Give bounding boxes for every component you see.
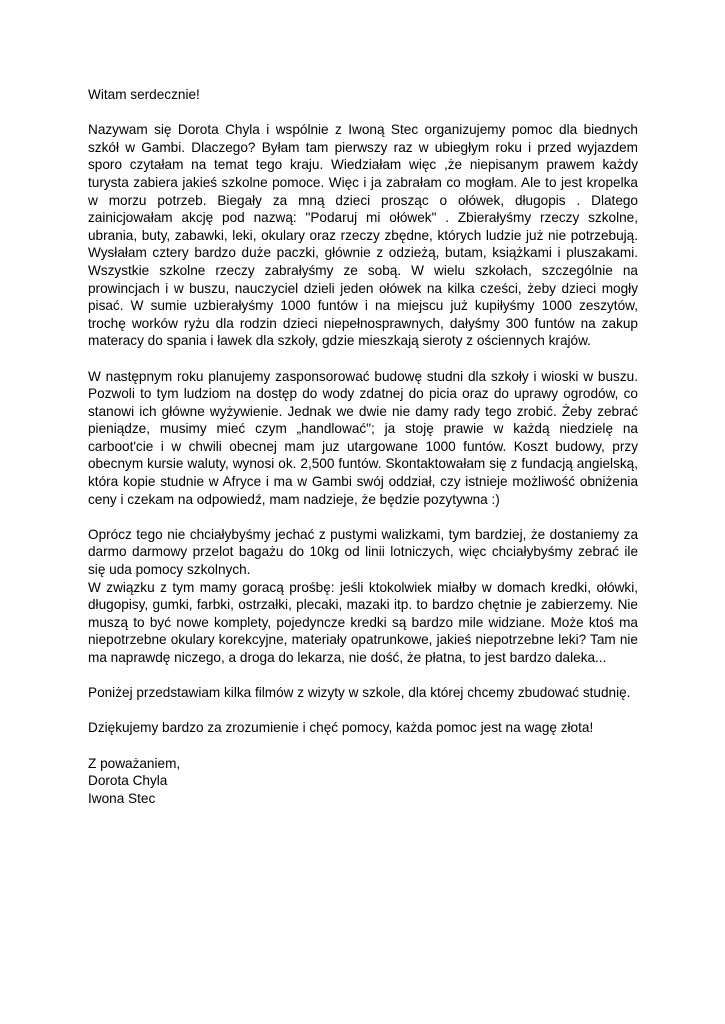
paragraph-request: W związku z tym mamy goracą prośbę: jeśli ktokolwiek miałby w domach kredki, ołówki, długopisy, gumki, farbki, ostrzałki, plecaki, mazaki itp. to bardzo chętnie je zabierzemy. Nie muszą to być nowe komplety, pojedyncze kredki są bardzo mile widziane. Może ktoś ma niepotrzebne okulary korekcyjne, materiały opatrunkowe, jakieś niepotrzebne leki? Tam nie ma naprawdę niczego, a droga do lekarza, nie dość, że płatna, to jest bardzo daleka... <box>88 579 638 665</box>
paragraph-thanks: Dziękujemy bardzo za zrozumienie i chęć pomocy, każda pomoc jest na wagę złota! <box>88 720 594 736</box>
closing-block <box>88 755 638 808</box>
letter-body <box>88 86 638 807</box>
signature-name: Dorota Chyla <box>88 773 168 789</box>
paragraph-luggage: Oprócz tego nie chciałybyśmy jechać z pustymi walizkami, tym bardziej, że dostaniemy za darmo darmowy przelot bagażu do 10kg od linii lotniczych, więc chciałybyśmy zebrać ile się uda pomocy szkolnych. <box>88 526 638 578</box>
greeting: Witam serdecznie! <box>88 87 200 102</box>
signature-name: Iwona Stec <box>88 790 156 806</box>
paragraph-intro: Nazywam się Dorota Chyla i wspólnie z Iwoną Stec organizujemy pomoc dla biednych szkół w Gambi. Dlaczego? Byłam tam pierwszy raz w ubiegłym roku i przed wyjazdem sporo czytałam na temat tego kraju. Wiedziałam więc ,że niepisanym prawem każdy turysta zabiera jakieś szkolne pomoce. Więc i ja zabrałam co mogłam. Ale to jest kropelka w morzu potrzeb. Biegały za mną dzieci prosząc o ołówek, długopis . Dlatego zainicjowałam akcję pod nazwą: "Podaruj mi ołówek" . Zbierałyśmy rzeczy szkolne, ubrania, buty, zabawki, leki, okulary oraz rzeczy zbędne, których ludzie już nie potrzebują. Wysłałam cztery bardzo duże paczki, głównie z odzieżą, butam, książkami i pluszakami. Wszystkie szkolne rzeczy zabrałyśmy ze sobą. W wielu szkołach, szczególnie na prowincjach i w buszu, nauczyciel dzieli jeden ołówek na kilka cześci, żeby dzieci mogły pisać. W sumie uzbierałyśmy 1000 funtów i na miejscu już kupiłyśmy 1000 zeszytów, trochę worków ryżu dla rodzin dzieci niepełnosprawnych, dałyśmy 300 funtów na zakup materacy do spania i ławek dla szkoły, gdzie mieszkają sieroty z ościennych krajów. <box>88 122 638 349</box>
closing-salutation: Z poważaniem, <box>88 755 181 771</box>
paragraph-well-plan: W następnym roku planujemy zasponsorować budowę studni dla szkoły i wioski w buszu. Pozwoli to tym ludziom na dostęp do wody zdatnej do picia oraz do uprawy ogrodów, co stanowi ich główne wyżywienie. Jednak we dwie nie damy rady tego zrobić. Żeby zebrać pieniądze, musimy mieć czym „handlować"; ja stoję prawie w każdą niedzielę na carboot'cie i w chwili obecnej mam juz utargowane 1000 funtów. Koszt budowy, przy obecnym kursie waluty, wynosi ok. 2,500 funtów. Skontaktowałam się z fundacją angielską, która kopie studnie w Afryce i ma w Gambi swój oddział, czy istnieje możliwość obniżenia ceny i czekam na odpowiedź, mam nadzieje, że będzie pozytywna :) <box>88 368 638 507</box>
paragraph-films: Poniżej przedstawiam kilka filmów z wizyty w szkole, dla której chcemy zbudować studnię. <box>88 685 631 701</box>
